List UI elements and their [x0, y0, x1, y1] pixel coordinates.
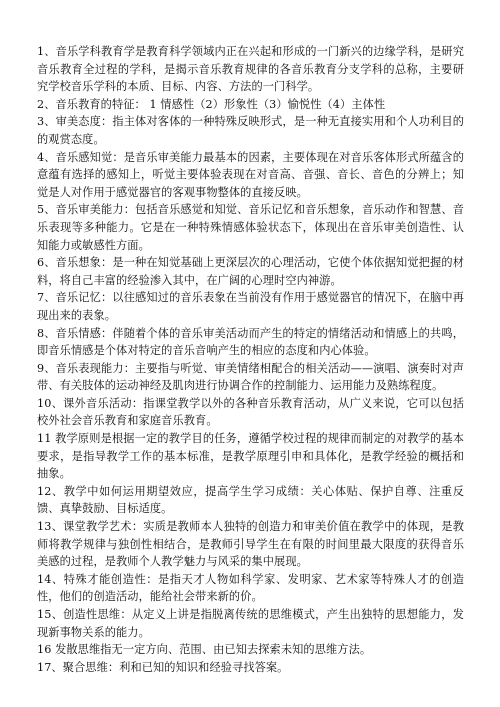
paragraph-9: 9、音乐表现能力：主要指与听觉、审美情绪相配合的相关活动——演唱、演奏时对声带、有关肢体的运动神经及肌肉进行协调合作的控制能力、运用能力及熟练程度。 — [37, 361, 464, 393]
paragraph-11: 11 教学原则是根据一定的教学目的任务，遵循学校过程的规律而制定的对教学的基本要求，是指导教学工作的基本标准，是教学原理引申和具体化，是教学经验的概括和抽象。 — [37, 432, 464, 481]
paragraph-15: 15、创造性思维：从定义上讲是指脱离传统的思维模式，产生出独特的思想能力，发现新事物关系的能力。 — [37, 608, 464, 639]
paragraph-16: 16 发散思维指无一定方向、范围、由已知去探索未知的思维方法。 — [37, 643, 372, 657]
paragraph-6: 6、音乐想象：是一种在知觉基础上更深层次的心理活动，它使个体依据知觉把握的材料，将自己丰富的经验渗入其中，在广阔的心理时空内神游。 — [37, 256, 464, 287]
paragraph-12: 12、教学中如何运用期望效应，提高学生学习成绩：关心体贴、保护自尊、注重反馈、真挚鼓励、目标适度。 — [37, 484, 464, 516]
paragraph-1: 1、音乐学科教育学是教育科学领域内正在兴起和形成的一门新兴的边缘学科，是研究音乐教育全过程的学科，是揭示音乐教育规律的各音乐教育分支学科的总称，主要研究学校音乐学科的本质、目标、内容、方法的一门科学。 — [37, 45, 464, 94]
paragraph-13: 13、课堂教学艺术：实质是教师本人独特的创造力和审美价值在教学中的体现，是教师将教学规律与独创性相结合，是教师引导学生在有限的时间里最大限度的获得音乐美感的过程，是教师个人教学魅力与风采的集中展现。 — [37, 520, 464, 569]
paragraph-2: 2、音乐教育的特征： 1 情感性（2）形象性（3）愉悦性（4）主体性 — [37, 97, 386, 111]
paragraph-14: 14、特殊才能创造性：是指天才人物如科学家、发明家、艺术家等特殊人才的创造性，他们的创造活动，能给社会带来新的价。 — [37, 572, 464, 604]
paragraph-8: 8、音乐情感：伴随着个体的音乐审美活动而产生的特定的情绪活动和情感上的共鸣，即音乐情感是个体对特定的音乐音响产生的相应的态度和内心体验。 — [37, 326, 464, 358]
paragraph-4: 4、音乐感知觉：是音乐审美能力最基本的因素，主要体现在对音乐客体形式所蕴含的意蕴有选择的感知上，听觉主要体验表现在对音高、音强、音长、音色的分辨上；知觉是人对作用于感觉器官的客观事物整体的直接反映。 — [37, 150, 464, 199]
paragraph-10: 10、课外音乐活动：指课堂教学以外的各种音乐教育活动，从广义来说，它可以包括校外社会音乐教育和家庭音乐教育。 — [37, 396, 464, 428]
paragraph-3: 3、审美态度：指主体对客体的一种特殊反映形式，是一种无直接实用和个人功利目的的观赏态度。 — [37, 115, 464, 146]
paragraph-5: 5、音乐审美能力：包括音乐感觉和知觉、音乐记忆和音乐想象，音乐动作和智慧、音乐表现等多种能力。它是在一种特殊情感体验状态下，体现出在音乐审美创造性、认知能力或敏感性方面。 — [37, 203, 464, 252]
paragraph-7: 7、音乐记忆：以往感知过的音乐表象在当前没有作用于感觉器官的情况下，在脑中再现出来的表象。 — [37, 291, 464, 322]
paragraph-17: 17、聚合思维：利和已知的知识和经验寻找答案。 — [37, 660, 289, 674]
